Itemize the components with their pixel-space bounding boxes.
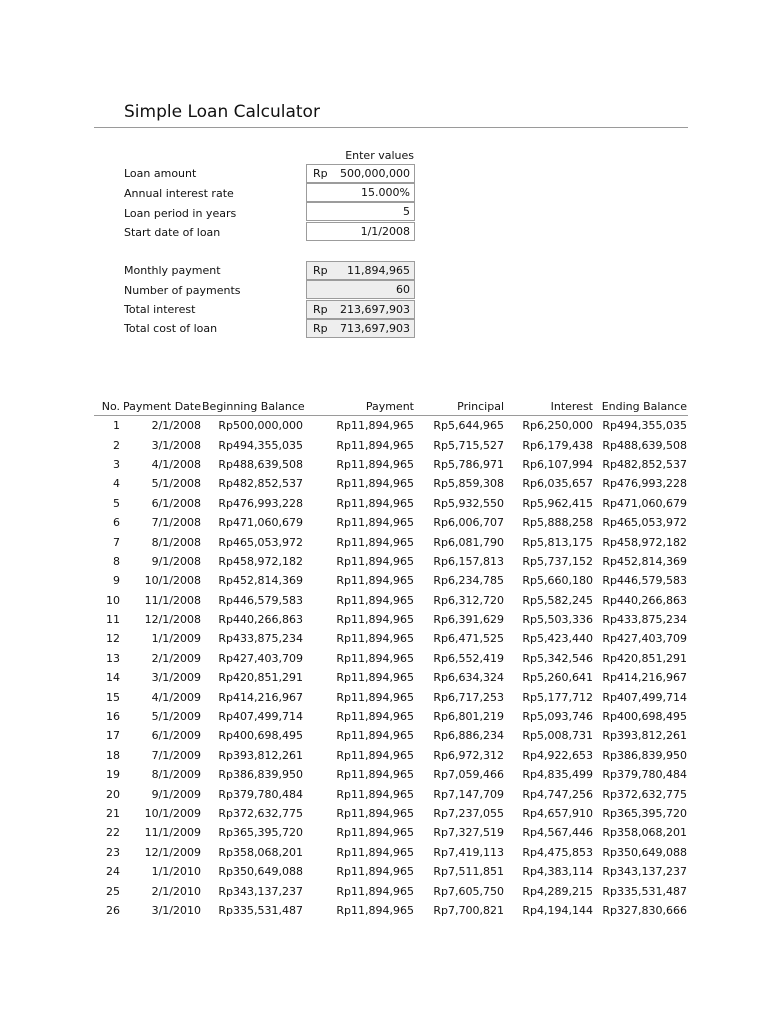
beginning-balance-cell: Rp393,812,261	[218, 748, 303, 762]
column-header: Principal	[415, 397, 505, 416]
payment-date-cell: 6/1/2009	[151, 729, 201, 743]
ending-balance-cell: Rp476,993,228	[602, 477, 687, 491]
payment-number-cell: 23	[106, 845, 120, 859]
ending-balance-cell: Rp400,698,495	[602, 710, 687, 724]
payment-date-cell: 2/1/2008	[151, 419, 201, 433]
principal-cell: Rp6,634,324	[433, 671, 504, 685]
interest-rate-field[interactable]	[306, 183, 415, 202]
beginning-balance-cell: Rp452,814,369	[218, 574, 303, 588]
ending-balance-cell: Rp458,972,182	[602, 535, 687, 549]
payment-date-cell: 7/1/2009	[151, 748, 201, 762]
interest-cell: Rp4,475,853	[522, 845, 593, 859]
table-row	[94, 552, 688, 571]
schedule-table	[94, 397, 688, 920]
total-cost-value: 713,697,903	[340, 322, 410, 335]
loan-amount-field[interactable]	[306, 164, 415, 183]
ending-balance-cell: Rp414,216,967	[602, 671, 687, 685]
beginning-balance-cell: Rp350,649,088	[218, 865, 303, 879]
table-row	[94, 765, 688, 784]
interest-cell: Rp5,962,415	[522, 496, 593, 510]
principal-cell: Rp5,859,308	[433, 477, 504, 491]
payment-amount-cell: Rp11,894,965	[336, 826, 414, 840]
interest-cell: Rp6,179,438	[522, 438, 593, 452]
payment-date-cell: 3/1/2009	[151, 671, 201, 685]
number-of-payments-label: Number of payments	[124, 284, 241, 297]
interest-cell: Rp4,657,910	[522, 807, 593, 820]
principal-cell: Rp6,312,720	[433, 593, 504, 607]
table-row	[94, 416, 688, 436]
table-row	[94, 649, 688, 668]
start-date-field[interactable]	[306, 222, 415, 241]
interest-cell: Rp6,035,657	[522, 477, 593, 491]
ending-balance-cell: Rp386,839,950	[602, 748, 687, 762]
payment-amount-cell: Rp11,894,965	[336, 768, 414, 782]
principal-cell: Rp6,552,419	[433, 651, 504, 665]
table-row	[94, 668, 688, 687]
currency-symbol: Rp	[313, 264, 328, 277]
table-row	[94, 823, 688, 842]
payment-amount-cell: Rp11,894,965	[336, 554, 414, 568]
payment-date-cell: 10/1/2008	[144, 574, 201, 588]
beginning-balance-cell: Rp386,839,950	[218, 768, 303, 782]
table-row	[94, 455, 688, 474]
start-date-value: 1/1/2008	[360, 225, 410, 238]
principal-cell: Rp5,715,527	[433, 438, 504, 452]
beginning-balance-cell: Rp440,266,863	[218, 613, 303, 627]
payment-number-cell: 14	[106, 671, 120, 685]
principal-cell: Rp6,081,790	[433, 535, 504, 549]
principal-cell: Rp5,644,965	[433, 419, 504, 433]
payment-amount-cell: Rp11,894,965	[336, 710, 414, 724]
payment-number-cell: 6	[113, 516, 120, 530]
principal-cell: Rp6,886,234	[433, 729, 504, 743]
payment-number-cell: 20	[106, 787, 120, 801]
payment-number-cell: 13	[106, 651, 120, 665]
loan-period-label: Loan period in years	[124, 207, 237, 220]
beginning-balance-cell: Rp379,780,484	[218, 787, 303, 801]
table-row	[94, 435, 688, 454]
interest-cell: Rp4,194,144	[522, 903, 593, 917]
payment-number-cell: 9	[113, 574, 120, 588]
table-row	[94, 881, 688, 900]
total-interest-output	[306, 300, 415, 319]
beginning-balance-cell: Rp500,000,000	[218, 419, 303, 433]
ending-balance-cell: Rp393,812,261	[602, 729, 687, 743]
ending-balance-cell: Rp358,068,201	[602, 826, 687, 840]
loan-period-field[interactable]	[306, 202, 415, 221]
payment-number-cell: 17	[106, 729, 120, 743]
total-interest-label: Total interest	[124, 303, 196, 316]
payment-amount-cell: Rp11,894,965	[336, 807, 414, 820]
table-row	[94, 707, 688, 726]
ending-balance-cell: Rp420,851,291	[602, 651, 687, 665]
payment-amount-cell: Rp11,894,965	[336, 516, 414, 530]
currency-symbol: Rp	[313, 303, 328, 316]
interest-cell: Rp5,423,440	[522, 632, 593, 646]
payment-amount-cell: Rp11,894,965	[336, 651, 414, 665]
interest-cell: Rp4,567,446	[522, 826, 593, 840]
table-row	[94, 474, 688, 493]
payment-date-cell: 11/1/2008	[144, 593, 201, 607]
payment-date-cell: 9/1/2008	[151, 554, 201, 568]
interest-cell: Rp5,888,258	[522, 516, 593, 530]
interest-cell: Rp4,747,256	[522, 787, 593, 801]
table-row	[94, 494, 688, 513]
payment-number-cell: 21	[106, 807, 120, 820]
column-header: Beginning Balance	[202, 397, 304, 416]
principal-cell: Rp6,006,707	[433, 516, 504, 530]
loan-amount-value: 500,000,000	[340, 167, 410, 180]
beginning-balance-cell: Rp471,060,679	[218, 516, 303, 530]
table-row	[94, 532, 688, 551]
interest-cell: Rp5,813,175	[522, 535, 593, 549]
ending-balance-cell: Rp335,531,487	[602, 884, 687, 898]
beginning-balance-cell: Rp335,531,487	[218, 903, 303, 917]
payment-date-cell: 7/1/2008	[151, 516, 201, 530]
payment-amount-cell: Rp11,894,965	[336, 496, 414, 510]
payment-date-cell: 6/1/2008	[151, 496, 201, 510]
beginning-balance-cell: Rp365,395,720	[218, 826, 303, 840]
payment-number-cell: 11	[106, 613, 120, 627]
beginning-balance-cell: Rp343,137,237	[218, 884, 303, 898]
beginning-balance-cell: Rp407,499,714	[218, 710, 303, 724]
principal-cell: Rp7,059,466	[433, 768, 504, 782]
payment-date-cell: 1/1/2010	[151, 865, 201, 879]
payment-amount-cell: Rp11,894,965	[336, 845, 414, 859]
payment-date-cell: 12/1/2009	[144, 845, 201, 859]
beginning-balance-cell: Rp414,216,967	[218, 690, 303, 704]
payment-amount-cell: Rp11,894,965	[336, 865, 414, 879]
payment-number-cell: 26	[106, 903, 120, 917]
beginning-balance-cell: Rp488,639,508	[218, 457, 303, 471]
principal-cell: Rp6,801,219	[433, 710, 504, 724]
column-header: Ending Balance	[594, 397, 688, 416]
principal-cell: Rp6,471,525	[433, 632, 504, 646]
interest-cell: Rp4,383,114	[522, 865, 593, 879]
payment-amount-cell: Rp11,894,965	[336, 748, 414, 762]
table-row	[94, 862, 688, 881]
interest-cell: Rp5,260,641	[522, 671, 593, 685]
principal-cell: Rp7,147,709	[433, 787, 504, 801]
payment-amount-cell: Rp11,894,965	[336, 574, 414, 588]
enter-values-header: Enter values	[345, 149, 414, 162]
interest-cell: Rp6,250,000	[522, 419, 593, 433]
payment-date-cell: 9/1/2009	[151, 787, 201, 801]
payment-amount-cell: Rp11,894,965	[336, 787, 414, 801]
payment-date-cell: 8/1/2008	[151, 535, 201, 549]
payment-number-cell: 5	[113, 496, 120, 510]
payment-number-cell: 3	[113, 457, 120, 471]
payment-amount-cell: Rp11,894,965	[336, 903, 414, 917]
payment-number-cell: 16	[106, 710, 120, 724]
ending-balance-cell: Rp379,780,484	[602, 768, 687, 782]
interest-cell: Rp5,737,152	[522, 554, 593, 568]
table-row	[94, 726, 688, 745]
number-of-payments-value: 60	[396, 283, 410, 296]
interest-cell: Rp4,922,653	[522, 748, 593, 762]
payment-date-cell: 2/1/2009	[151, 651, 201, 665]
payment-number-cell: 18	[106, 748, 120, 762]
monthly-payment-value: 11,894,965	[347, 264, 410, 277]
payment-date-cell: 2/1/2010	[151, 884, 201, 898]
page-title: Simple Loan Calculator	[124, 102, 320, 122]
payment-number-cell: 12	[106, 632, 120, 646]
payment-number-cell: 25	[106, 884, 120, 898]
interest-cell: Rp5,342,546	[522, 651, 593, 665]
payment-amount-cell: Rp11,894,965	[336, 593, 414, 607]
start-date-label: Start date of loan	[124, 226, 221, 239]
beginning-balance-cell: Rp446,579,583	[218, 593, 303, 607]
ending-balance-cell: Rp433,875,234	[602, 613, 687, 627]
payment-amount-cell: Rp11,894,965	[336, 671, 414, 685]
principal-cell: Rp7,327,519	[433, 826, 504, 840]
payment-amount-cell: Rp11,894,965	[336, 535, 414, 549]
ending-balance-cell: Rp350,649,088	[602, 845, 687, 859]
table-row	[94, 804, 688, 823]
payment-date-cell: 8/1/2009	[151, 768, 201, 782]
ending-balance-cell: Rp427,403,709	[602, 632, 687, 646]
payment-number-cell: 10	[106, 593, 120, 607]
table-row	[94, 784, 688, 803]
beginning-balance-cell: Rp458,972,182	[218, 554, 303, 568]
beginning-balance-cell: Rp494,355,035	[218, 438, 303, 452]
monthly-payment-label: Monthly payment	[124, 264, 221, 277]
principal-cell: Rp6,972,312	[433, 748, 504, 762]
total-cost-label: Total cost of loan	[124, 322, 218, 335]
beginning-balance-cell: Rp433,875,234	[218, 632, 303, 646]
payment-amount-cell: Rp11,894,965	[336, 477, 414, 491]
payment-date-cell: 11/1/2009	[144, 826, 201, 840]
payment-amount-cell: Rp11,894,965	[336, 884, 414, 898]
interest-cell: Rp5,008,731	[522, 729, 593, 743]
payment-amount-cell: Rp11,894,965	[336, 457, 414, 471]
principal-cell: Rp7,511,851	[433, 865, 504, 879]
payment-date-cell: 10/1/2009	[144, 807, 201, 820]
schedule-body	[94, 416, 688, 921]
payment-number-cell: 4	[113, 477, 120, 491]
interest-cell: Rp5,177,712	[522, 690, 593, 704]
payment-amount-cell: Rp11,894,965	[336, 729, 414, 743]
total-interest-value: 213,697,903	[340, 303, 410, 316]
payment-date-cell: 3/1/2010	[151, 903, 201, 917]
interest-rate-value: 15.000%	[361, 186, 410, 199]
payment-date-cell: 12/1/2008	[144, 613, 201, 627]
principal-cell: Rp5,932,550	[433, 496, 504, 510]
ending-balance-cell: Rp452,814,369	[602, 554, 687, 568]
ending-balance-cell: Rp446,579,583	[602, 574, 687, 588]
payment-number-cell: 15	[106, 690, 120, 704]
loan-period-value: 5	[403, 205, 410, 218]
payment-amount-cell: Rp11,894,965	[336, 632, 414, 646]
payment-number-cell: 7	[113, 535, 120, 549]
principal-cell: Rp7,237,055	[433, 807, 504, 820]
beginning-balance-cell: Rp400,698,495	[218, 729, 303, 743]
payment-date-cell: 5/1/2008	[151, 477, 201, 491]
number-of-payments-output	[306, 280, 415, 299]
ending-balance-cell: Rp343,137,237	[602, 865, 687, 879]
ending-balance-cell: Rp440,266,863	[602, 593, 687, 607]
principal-cell: Rp6,157,813	[433, 554, 504, 568]
payment-number-cell: 1	[113, 419, 120, 433]
principal-cell: Rp7,419,113	[433, 845, 504, 859]
principal-cell: Rp5,786,971	[433, 457, 504, 471]
payment-number-cell: 22	[106, 826, 120, 840]
principal-cell: Rp6,391,629	[433, 613, 504, 627]
payment-number-cell: 8	[113, 554, 120, 568]
payment-number-cell: 2	[113, 438, 120, 452]
payment-date-cell: 1/1/2009	[151, 632, 201, 646]
ending-balance-cell: Rp365,395,720	[602, 807, 687, 820]
ending-balance-cell: Rp488,639,508	[602, 438, 687, 452]
payment-date-cell: 3/1/2008	[151, 438, 201, 452]
total-cost-output	[306, 319, 415, 338]
payment-date-cell: 4/1/2008	[151, 457, 201, 471]
table-row	[94, 843, 688, 862]
ending-balance-cell: Rp372,632,775	[602, 787, 687, 801]
interest-cell: Rp4,289,215	[522, 884, 593, 898]
payment-number-cell: 19	[106, 768, 120, 782]
beginning-balance-cell: Rp427,403,709	[218, 651, 303, 665]
column-header: No.	[94, 397, 121, 416]
beginning-balance-cell: Rp476,993,228	[218, 496, 303, 510]
principal-cell: Rp7,700,821	[433, 903, 504, 917]
payment-date-cell: 5/1/2009	[151, 710, 201, 724]
loan-amount-label: Loan amount	[124, 167, 197, 180]
payment-amount-cell: Rp11,894,965	[336, 419, 414, 433]
ending-balance-cell: Rp465,053,972	[602, 516, 687, 530]
beginning-balance-cell: Rp482,852,537	[218, 477, 303, 491]
column-header: Interest	[505, 397, 594, 416]
table-row	[94, 687, 688, 706]
table-row	[94, 629, 688, 648]
interest-cell: Rp4,835,499	[522, 768, 593, 782]
column-header: Payment	[304, 397, 415, 416]
table-row	[94, 591, 688, 610]
ending-balance-cell: Rp407,499,714	[602, 690, 687, 704]
ending-balance-cell: Rp471,060,679	[602, 496, 687, 510]
payment-amount-cell: Rp11,894,965	[336, 438, 414, 452]
table-row	[94, 513, 688, 532]
title-divider	[94, 127, 688, 128]
table-row	[94, 901, 688, 920]
amortization-schedule	[94, 397, 688, 920]
principal-cell: Rp6,234,785	[433, 574, 504, 588]
beginning-balance-cell: Rp420,851,291	[218, 671, 303, 685]
payment-date-cell: 4/1/2009	[151, 690, 201, 704]
table-row	[94, 571, 688, 590]
principal-cell: Rp6,717,253	[433, 690, 504, 704]
interest-cell: Rp5,503,336	[522, 613, 593, 627]
ending-balance-cell: Rp327,830,666	[602, 903, 687, 917]
payment-number-cell: 24	[106, 865, 120, 879]
interest-cell: Rp6,107,994	[522, 457, 593, 471]
interest-cell: Rp5,093,746	[522, 710, 593, 724]
ending-balance-cell: Rp494,355,035	[602, 419, 687, 433]
interest-cell: Rp5,660,180	[522, 574, 593, 588]
payment-amount-cell: Rp11,894,965	[336, 690, 414, 704]
table-row	[94, 610, 688, 629]
beginning-balance-cell: Rp372,632,775	[218, 807, 303, 820]
column-header: Payment Date	[121, 397, 202, 416]
interest-cell: Rp5,582,245	[522, 593, 593, 607]
beginning-balance-cell: Rp358,068,201	[218, 845, 303, 859]
interest-rate-label: Annual interest rate	[124, 187, 234, 200]
currency-symbol: Rp	[313, 322, 328, 335]
currency-symbol: Rp	[313, 167, 328, 180]
payment-amount-cell: Rp11,894,965	[336, 613, 414, 627]
table-row	[94, 746, 688, 765]
monthly-payment-output	[306, 261, 415, 280]
beginning-balance-cell: Rp465,053,972	[218, 535, 303, 549]
ending-balance-cell: Rp482,852,537	[602, 457, 687, 471]
schedule-header-row	[94, 397, 688, 416]
principal-cell: Rp7,605,750	[433, 884, 504, 898]
